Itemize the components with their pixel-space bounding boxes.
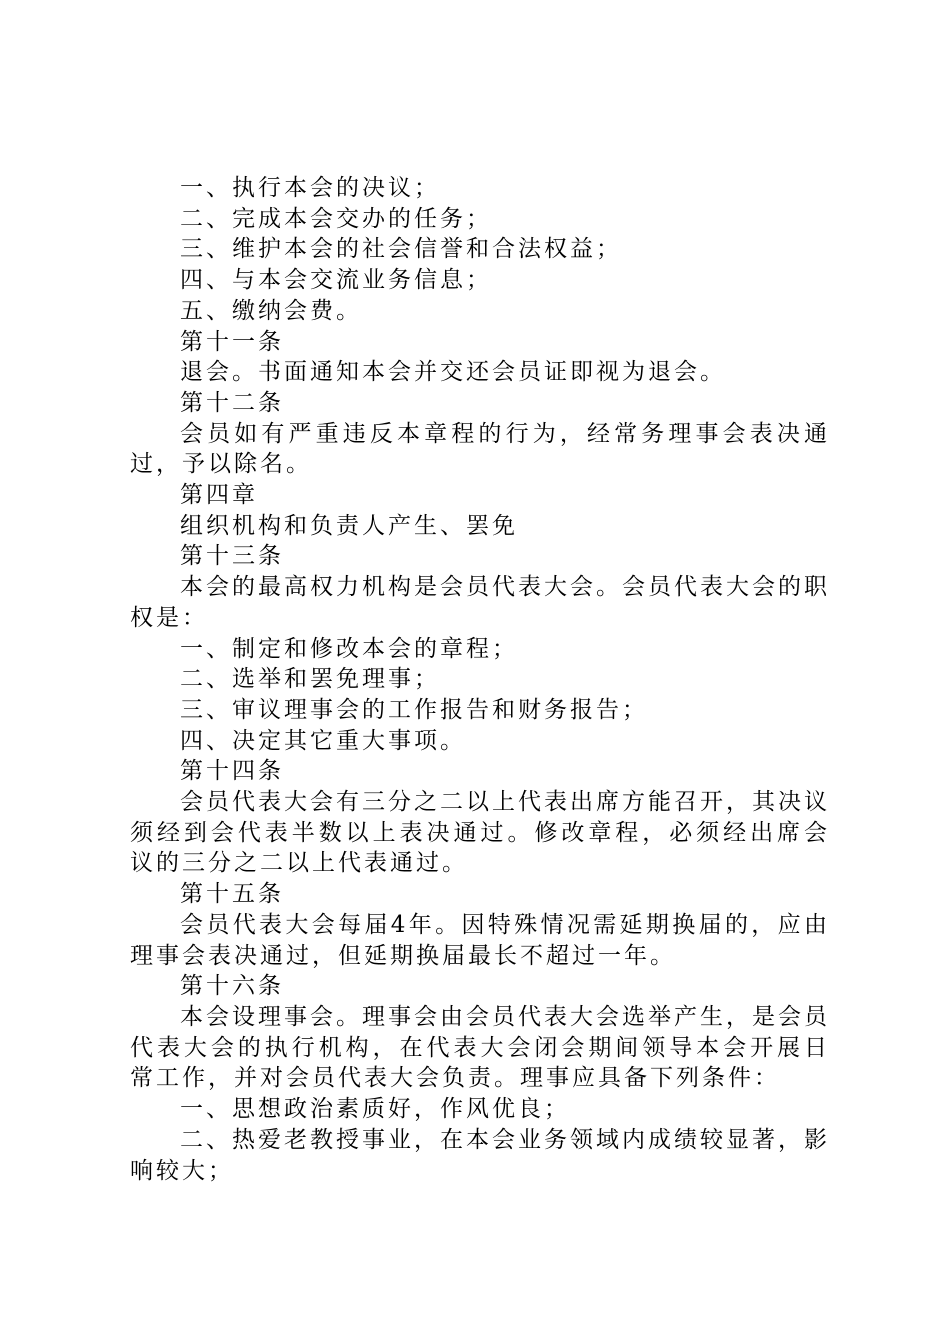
text-line: 组织机构和负责人产生、罢免 (180, 512, 518, 539)
text-line: 二、完成本会交办的任务； (180, 205, 492, 232)
body-paragraph: 会员代表大会每届4年。因特殊情况需延期换届的，应由理事会表决通过，但延期换届最长不超过一年。 (130, 911, 830, 969)
text-line: 退会。书面通知本会并交还会员证即视为退会。 (180, 359, 726, 386)
text-line: 第十二条 (180, 389, 284, 416)
text-line: 五、缴纳会费。 (180, 297, 362, 324)
body-paragraph: 会员如有严重违反本章程的行为，经常务理事会表决通过，予以除名。 (130, 420, 830, 478)
text-line: 一、思想政治素质好，作风优良； (180, 1096, 570, 1123)
text-line: 第十五条 (180, 881, 284, 908)
text-line: 四、决定其它重大事项。 (180, 727, 466, 754)
text-line: 一、执行本会的决议； (180, 175, 440, 201)
text-line: 四、与本会交流业务信息； (180, 267, 492, 294)
text-line: 第十四条 (180, 758, 284, 785)
text-line: 二、选举和罢免理事； (180, 666, 440, 693)
body-paragraph: 本会设理事会。理事会由会员代表大会选举产生，是会员代表大会的执行机构，在代表大会闭会期间领导本会开展日常工作，并对会员代表大会负责。理事应具备下列条件： (130, 1003, 830, 1092)
document-body (130, 173, 830, 1186)
text-line: 第十一条 (180, 328, 284, 355)
text-line: 第十六条 (180, 973, 284, 1000)
text-line: 第四章 (180, 482, 258, 509)
text-line: 三、维护本会的社会信誉和合法权益； (180, 236, 622, 263)
body-paragraph: 本会的最高权力机构是会员代表大会。会员代表大会的职权是： (130, 574, 830, 631)
text-line: 第十三条 (180, 543, 284, 570)
text-line: 一、制定和修改本会的章程； (180, 635, 518, 662)
text-line: 三、审议理事会的工作报告和财务报告； (180, 696, 648, 723)
body-paragraph: 会员代表大会有三分之二以上代表出席方能召开，其决议须经到会代表半数以上表决通过。修改章程，必须经出席会议的三分之二以上代表通过。 (130, 789, 830, 877)
body-paragraph: 二、热爱老教授事业，在本会业务领域内成绩较显著，影响较大； (130, 1126, 830, 1184)
